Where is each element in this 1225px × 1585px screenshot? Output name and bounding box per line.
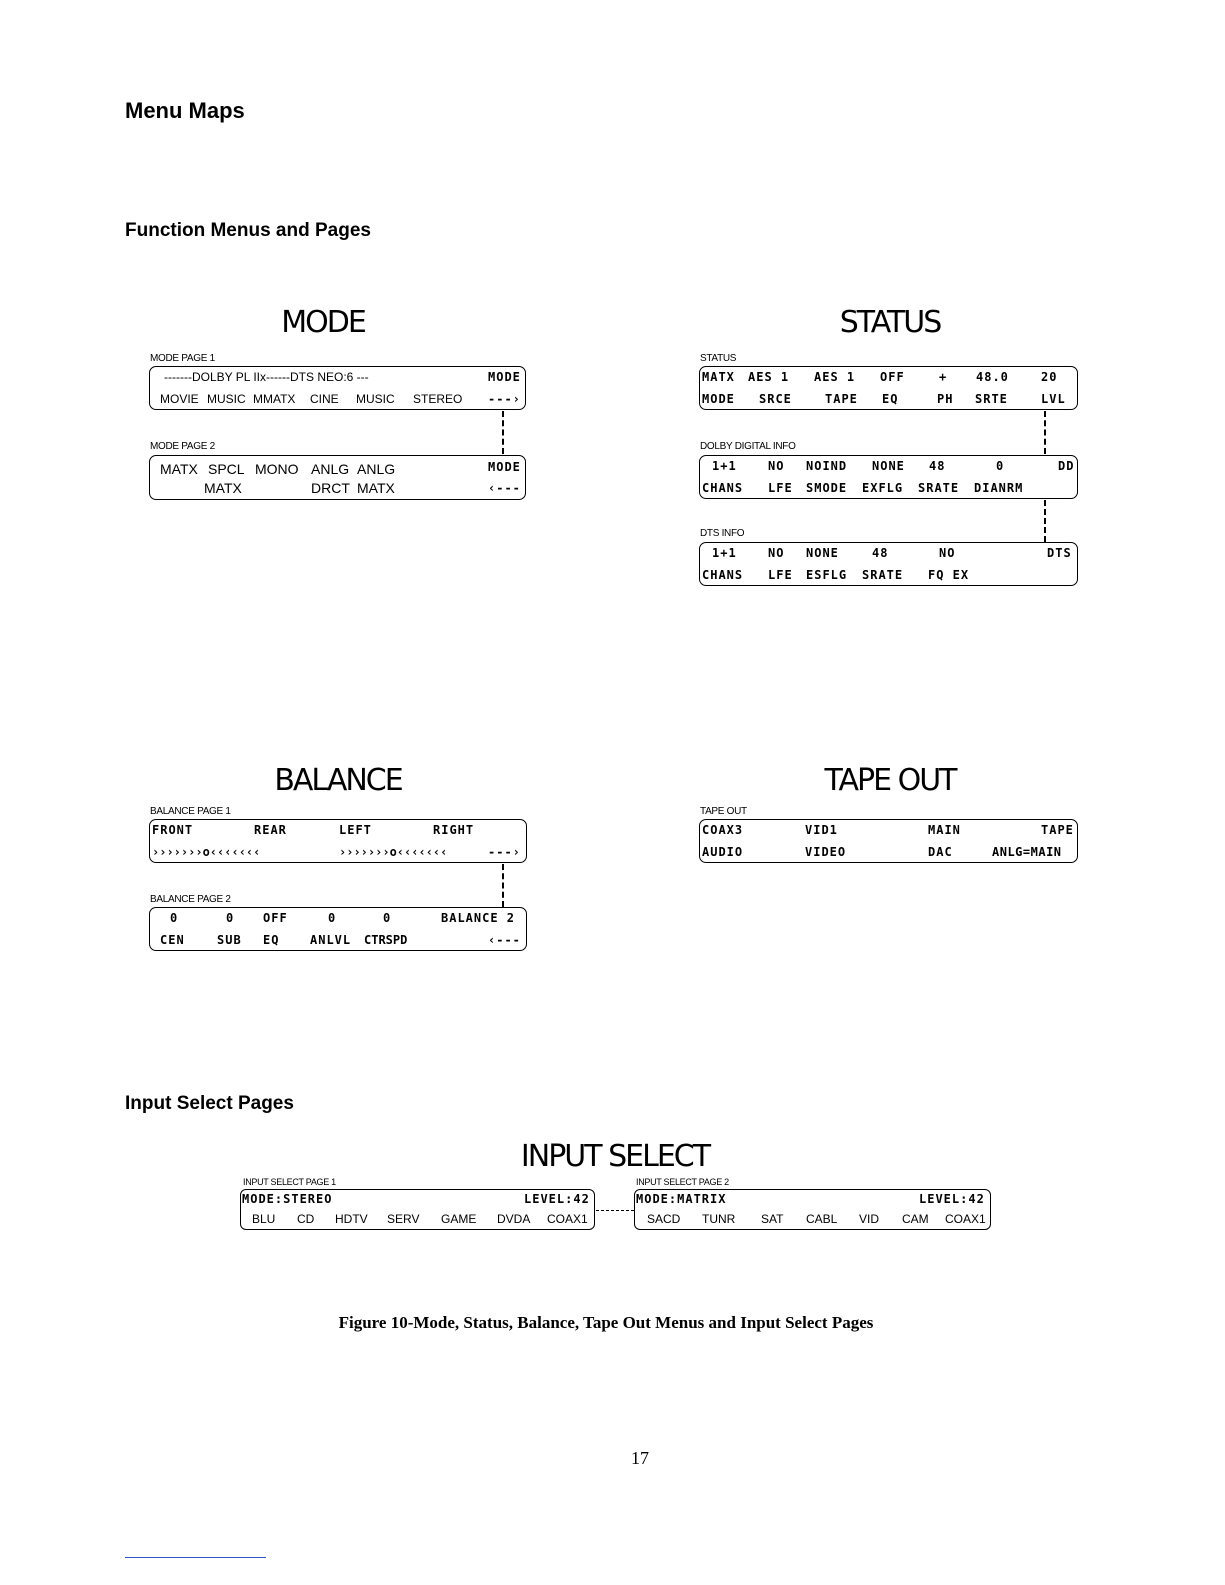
- tapeout-label: DAC: [928, 845, 953, 859]
- page-number: 17: [631, 1448, 649, 1468]
- tapeout-value: MAIN: [928, 823, 961, 837]
- tapeout-label: AUDIO: [702, 845, 744, 859]
- mode-music: MUSIC: [207, 392, 246, 406]
- footnote-rule: [125, 1557, 266, 1558]
- dts-value: NO: [939, 546, 956, 560]
- input-page2-display: [634, 1189, 991, 1230]
- dts-value: NONE: [806, 546, 839, 560]
- input-cd[interactable]: CD: [297, 1212, 315, 1226]
- tapeout-display: [699, 819, 1078, 863]
- input-level-value: LEVEL:42: [524, 1192, 590, 1206]
- status-label: SRCE: [759, 392, 792, 406]
- mode-title: MODE: [281, 305, 365, 340]
- input-vid[interactable]: VID: [859, 1212, 880, 1226]
- input-level-value: LEVEL:42: [919, 1192, 985, 1206]
- status-label: SRTE: [975, 392, 1008, 406]
- balance-page-label: BALANCE 2: [441, 911, 516, 925]
- input-serv[interactable]: SERV: [387, 1212, 420, 1226]
- input-game[interactable]: GAME: [441, 1212, 477, 1226]
- mode-page1-caption: MODE PAGE 1: [150, 353, 215, 364]
- tapeout-value: VID1: [805, 823, 838, 837]
- input-coax1[interactable]: COAX1: [945, 1212, 986, 1226]
- dolby-display: [699, 455, 1078, 499]
- mode-page1-display: [149, 366, 526, 410]
- input-page-link: [596, 1210, 634, 1211]
- mode-music-neo: MUSIC: [356, 392, 395, 406]
- dolby-label: CHANS: [702, 481, 744, 495]
- status-label: MODE: [702, 392, 735, 406]
- status-caption: STATUS: [700, 353, 737, 364]
- dts-label: LFE: [768, 568, 793, 582]
- input-dvda[interactable]: DVDA: [497, 1212, 531, 1226]
- status-label: EQ: [882, 392, 899, 406]
- dolby-label: SMODE: [806, 481, 848, 495]
- dts-value: DTS: [1047, 546, 1072, 560]
- mode-mono: MONO: [255, 461, 299, 477]
- mode-cine: CINE: [310, 392, 339, 406]
- mode-anlg-matx: MATX: [357, 480, 395, 496]
- input-sat[interactable]: SAT: [761, 1212, 784, 1226]
- balance-label: CEN: [160, 933, 185, 947]
- prev-page-arrow: ‹---: [488, 481, 521, 495]
- balance-front-rear-scale: ›››››››o‹‹‹‹‹‹‹: [152, 845, 261, 859]
- balance-left-label: LEFT: [339, 823, 372, 837]
- status-value: 48.0: [976, 370, 1009, 384]
- balance-page1-display: [149, 819, 527, 863]
- status-value: 20: [1041, 370, 1058, 384]
- status-label: LVL: [1041, 392, 1066, 406]
- figure-caption: Figure 10-Mode, Status, Balance, Tape Out Menus and Input Select Pages: [338, 1313, 874, 1332]
- balance-page1-caption: BALANCE PAGE 1: [150, 806, 231, 817]
- dolby-dts-link: [1044, 500, 1046, 542]
- input-page1-caption: INPUT SELECT PAGE 1: [243, 1177, 336, 1187]
- status-title: STATUS: [839, 305, 941, 340]
- status-value: +: [939, 370, 948, 384]
- status-display: [699, 366, 1078, 410]
- input-hdtv[interactable]: HDTV: [335, 1212, 368, 1226]
- mode-stereo: STEREO: [413, 392, 463, 406]
- next-page-arrow: ---›: [488, 845, 521, 859]
- dolby-caption: DOLBY DIGITAL INFO: [700, 441, 796, 452]
- dts-label: FQ EX: [928, 568, 970, 582]
- balance-right-label: RIGHT: [433, 823, 475, 837]
- status-value: OFF: [880, 370, 905, 384]
- mode-dts-group: --DTS NEO:6 ---: [282, 370, 369, 384]
- dolby-label: EXFLG: [862, 481, 904, 495]
- dolby-label: SRATE: [918, 481, 960, 495]
- mode-dolby-group: -------DOLBY PL IIx-----: [164, 370, 286, 384]
- heading-function-menus: Function Menus and Pages: [125, 220, 371, 241]
- balance-value: 0: [170, 911, 179, 925]
- dolby-label: LFE: [768, 481, 793, 495]
- balance-title: BALANCE: [274, 763, 402, 798]
- dts-label: SRATE: [862, 568, 904, 582]
- mode-label: MODE: [488, 370, 521, 384]
- status-label: PH: [937, 392, 954, 406]
- input-mode-value: MODE:STEREO: [242, 1192, 333, 1206]
- mode-drct: DRCT: [311, 480, 350, 496]
- input-mode-value: MODE:MATRIX: [636, 1192, 727, 1206]
- mode-page2-display: [149, 455, 526, 500]
- balance-value: OFF: [263, 911, 288, 925]
- heading-input-select: Input Select Pages: [125, 1093, 294, 1114]
- dts-value: NO: [768, 546, 785, 560]
- mode-spcl: SPCL: [208, 461, 245, 477]
- mode-spcl-matx: MATX: [204, 480, 242, 496]
- status-dolby-link: [1044, 411, 1046, 454]
- balance-left-right-scale: ›››››››o‹‹‹‹‹‹‹: [339, 845, 448, 859]
- dts-label: CHANS: [702, 568, 744, 582]
- dts-caption: DTS INFO: [700, 528, 745, 539]
- status-label: TAPE: [825, 392, 858, 406]
- balance-page2-display: [149, 907, 527, 951]
- input-cam[interactable]: CAM: [902, 1212, 929, 1226]
- mode-matx: MATX: [160, 461, 198, 477]
- balance-label: ANLVL: [310, 933, 352, 947]
- dts-value: 48: [872, 546, 889, 560]
- tapeout-label: ANLG=MAIN: [992, 845, 1062, 859]
- next-page-arrow: ---›: [488, 392, 521, 406]
- balance-label: CTRSPD: [364, 933, 408, 947]
- prev-page-arrow: ‹---: [488, 933, 521, 947]
- dolby-value: NO: [768, 459, 785, 473]
- dolby-value: 1+1: [712, 459, 737, 473]
- input-blu[interactable]: BLU: [252, 1212, 276, 1226]
- balance-value: 0: [328, 911, 337, 925]
- balance-rear-label: REAR: [254, 823, 287, 837]
- input-coax1[interactable]: COAX1: [547, 1212, 588, 1226]
- balance-label: SUB: [217, 933, 242, 947]
- dolby-value: 48: [929, 459, 946, 473]
- mode-anlg-2: ANLG: [357, 461, 396, 477]
- status-value: MATX: [702, 370, 735, 384]
- dts-label: ESFLG: [806, 568, 848, 582]
- tapeout-label: VIDEO: [805, 845, 847, 859]
- mode-page2-caption: MODE PAGE 2: [150, 441, 215, 452]
- status-value: AES 1: [748, 370, 790, 384]
- balance-value: 0: [226, 911, 235, 925]
- heading-menu-maps: Menu Maps: [125, 98, 245, 123]
- balance-page2-caption: BALANCE PAGE 2: [150, 894, 231, 905]
- balance-front-label: FRONT: [152, 823, 194, 837]
- tapeout-value: COAX3: [702, 823, 744, 837]
- tapeout-value: TAPE: [1041, 823, 1074, 837]
- mode-label: MODE: [488, 460, 521, 474]
- status-value: AES 1: [814, 370, 856, 384]
- input-cabl[interactable]: CABL: [806, 1212, 838, 1226]
- mode-page-link: [502, 411, 504, 454]
- mode-movie: MOVIE: [160, 392, 199, 406]
- balance-label: EQ: [263, 933, 280, 947]
- input-page1-display: [240, 1189, 595, 1230]
- dolby-value: DD: [1058, 459, 1075, 473]
- balance-value: 0: [383, 911, 392, 925]
- dolby-value: 0: [996, 459, 1005, 473]
- input-select-title: INPUT SELECT: [520, 1139, 710, 1174]
- dolby-value: NOIND: [806, 459, 848, 473]
- dolby-label: DIANRM: [974, 481, 1024, 495]
- tapeout-title: TAPE OUT: [824, 763, 956, 798]
- dolby-value: NONE: [872, 459, 905, 473]
- mode-mmatx: MMATX: [253, 392, 296, 406]
- balance-page-link: [502, 864, 504, 907]
- mode-anlg-1: ANLG: [311, 461, 350, 477]
- input-tunr[interactable]: TUNR: [702, 1212, 736, 1226]
- tapeout-caption: TAPE OUT: [700, 806, 747, 817]
- dts-value: 1+1: [712, 546, 737, 560]
- input-page2-caption: INPUT SELECT PAGE 2: [636, 1177, 729, 1187]
- dts-display: [699, 542, 1078, 586]
- input-sacd[interactable]: SACD: [647, 1212, 681, 1226]
